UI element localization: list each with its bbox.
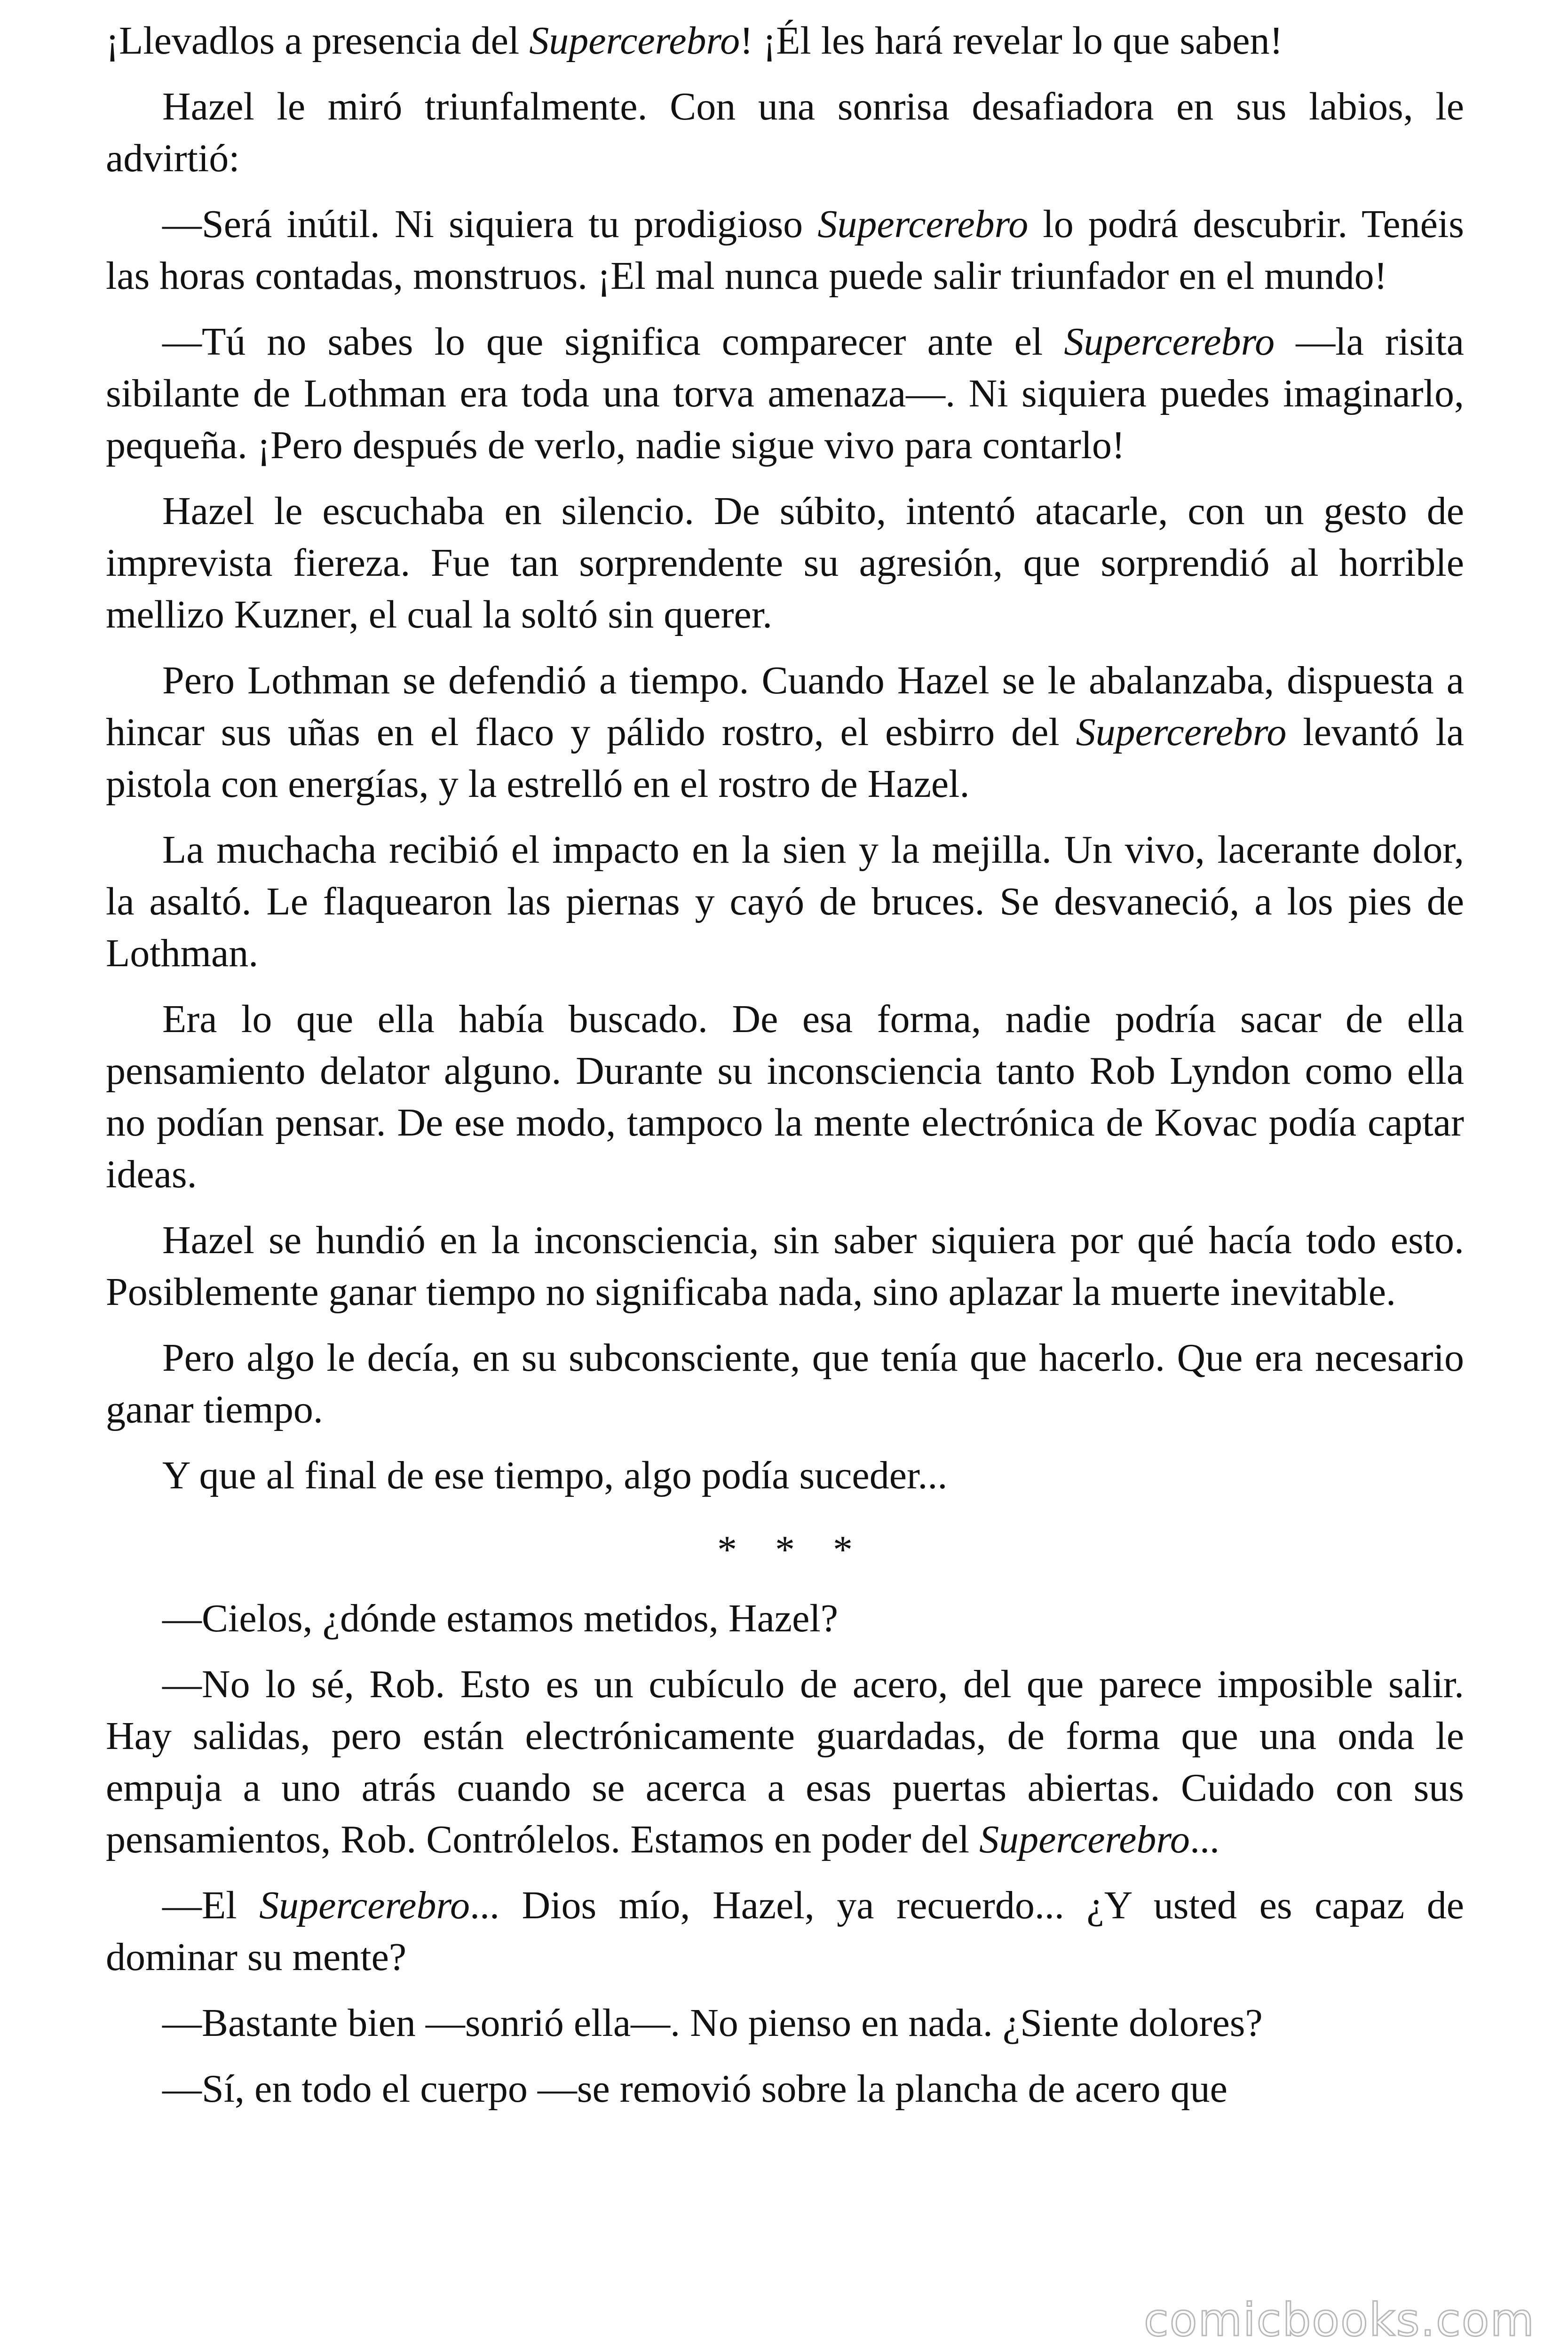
paragraph: —Bastante bien —sonrió ella—. No pienso en nada. ¿Siente dolores? [162, 2001, 1263, 2045]
paragraph: Pero algo le decía, en su subconsciente, que tenía que hacerlo. Que era necesario ganar tiempo. [106, 1336, 1464, 1431]
paragraph: Y que al final de ese tiempo, algo podía suceder... [162, 1454, 948, 1497]
paragraph: ¡Llevadlos a presencia del Supercerebro! ¡Él les hará revelar lo que saben! [106, 19, 1283, 63]
book-page-text [106, 15, 1464, 2129]
paragraph: —Cielos, ¿dónde estamos metidos, Hazel? [162, 1597, 838, 1640]
paragraph: La muchacha recibió el impacto en la sien y la mejilla. Un vivo, lacerante dolor, la asaltó. Le flaquearon las piernas y cayó de bruces. Se desvaneció, a los pies de Lothman. [106, 828, 1464, 975]
paragraph: Era lo que ella había buscado. De esa forma, nadie podría sacar de ella pensamiento delator alguno. Durante su inconsciencia tanto Rob Lyndon como ella no podían pensar. De ese modo, tampoco la mente electrónica de Kovac podía captar ideas. [106, 997, 1464, 1196]
watermark: comicbooks.com [1143, 2294, 1535, 2346]
paragraph: Hazel le escuchaba en silencio. De súbito, intentó atacarle, con un gesto de imprevista fiereza. Fue tan sorprendente su agresión, que sorprendió al horrible mellizo Kuzner, el cual la soltó sin querer. [106, 489, 1464, 636]
paragraph: —No lo sé, Rob. Esto es un cubículo de acero, del que parece imposible salir. Hay salidas, pero están electrónicamente guardadas, de forma que una onda le empuja a uno atrás cuando se acerca a esas puertas abiertas. Cuidado con sus pensamientos, Rob. Contrólelos. Estamos en poder del Supercerebro... [106, 1662, 1464, 1861]
paragraph: Hazel le miró triunfalmente. Con una sonrisa desafiadora en sus labios, le advirtió: [106, 85, 1464, 180]
section-separator: * * * [717, 1528, 853, 1572]
paragraph: —El Supercerebro... Dios mío, Hazel, ya recuerdo... ¿Y usted es capaz de dominar su mente? [106, 1883, 1464, 1979]
paragraph: —Tú no sabes lo que significa comparecer ante el Supercerebro —la risita sibilante de Lothman era toda una torva amenaza—. Ni siquiera puedes imaginarlo, pequeña. ¡Pero después de verlo, nadie sigue vivo para contarlo! [106, 320, 1464, 467]
paragraph: —Será inútil. Ni siquiera tu prodigioso Supercerebro lo podrá descubrir. Tenéis las horas contadas, monstruos. ¡El mal nunca puede salir triunfador en el mundo! [106, 202, 1464, 298]
paragraph: Hazel se hundió en la inconsciencia, sin saber siquiera por qué hacía todo esto. Posiblemente ganar tiempo no significaba nada, sino aplazar la muerte inevitable. [106, 1218, 1464, 1314]
paragraph: Pero Lothman se defendió a tiempo. Cuando Hazel se le abalanzaba, dispuesta a hincar sus uñas en el flaco y pálido rostro, el esbirro del Supercerebro levantó la pistola con energías, y la estrelló en el rostro de Hazel. [106, 659, 1464, 806]
paragraph: —Sí, en todo el cuerpo —se removió sobre la plancha de acero que [162, 2067, 1227, 2111]
